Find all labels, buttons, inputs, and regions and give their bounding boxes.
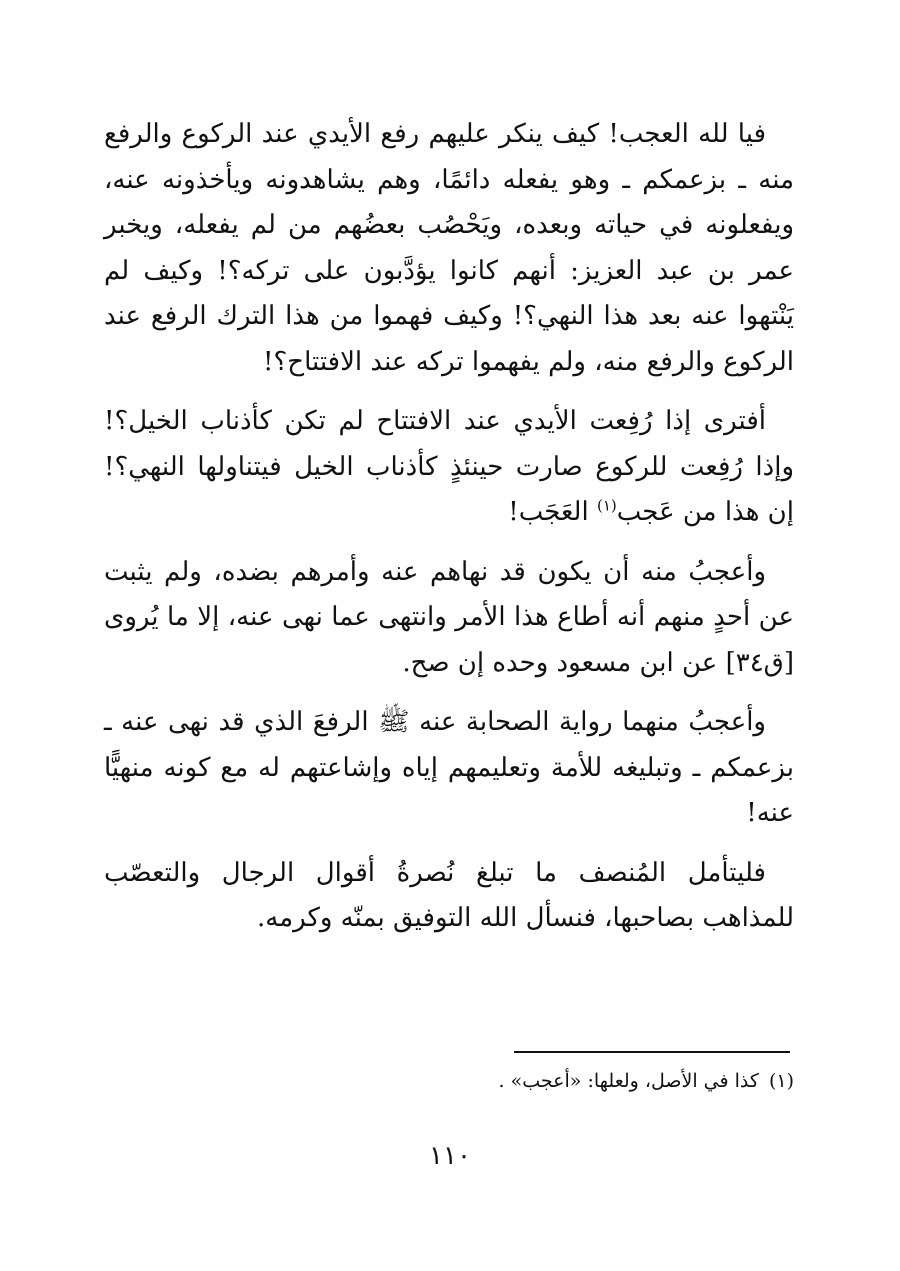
paragraph-2 — [104, 399, 794, 536]
footnote — [104, 1066, 794, 1096]
footnote-reference: (١) — [596, 496, 617, 515]
page-number: ١١٠ — [429, 1141, 471, 1171]
paragraph-2-text-after-note: العَجَب! — [508, 497, 597, 527]
paragraph-1: فيا لله العجب! كيف ينكر عليهم رفع الأيدي عند الركوع والرفع منه ـ بزعمكم ـ وهو يفعله دائمًا، وهم يشاهدونه ويأخذونه عنه، ويفعلونه في حياته وبعده، ويَحْصُب بعضُهم من لم يفعله، ويخبر عمر بن عبد العزيز: أنهم كانوا يؤدَّبون على تركه؟! وكيف لم يَنْتهوا عنه بعد هذا النهي؟! وكيف فهموا من هذا الترك الرفع عند الركوع والرفع منه، ولم يفهموا تركه عند الافتتاح؟! — [104, 119, 794, 377]
footnote-marker: (١) — [768, 1070, 794, 1092]
footnote-separator — [514, 1051, 790, 1053]
footnote-text: كذا في الأصل، ولعلها: «أعجب» . — [498, 1070, 759, 1092]
paragraph-2-text-before-note: أفترى إذا رُفِعت الأيدي عند الافتتاح لم تكن كأذناب الخيل؟! وإذا رُفِعت للركوع صارت حينئذٍ كأذناب الخيل فيتناولها النهي؟! إن هذا من عَجب — [104, 406, 794, 527]
paragraph-5: فليتأمل المُنصف ما تبلغ نُصرةُ أقوال الرجال والتعصّب للمذاهب بصاحبها، فنسأل الله التوفيق بمنّه وكرمه. — [104, 857, 794, 933]
paragraph-4: وأعجبُ منهما رواية الصحابة عنه ﷺ الرفعَ الذي قد نهى عنه ـ بزعمكم ـ وتبليغه للأمة وتعليمهم إياه وإشاعتهم له مع كونه منهيًّا عنه! — [104, 707, 794, 828]
paragraph-3: وأعجبُ منه أن يكون قد نهاهم عنه وأمرهم بضده، ولم يثبت عن أحدٍ منهم أنه أطاع هذا الأمر وانتهى عما نهى عنه، إلا ما يُروى [ق٣٤] عن ابن مسعود وحده إن صح. — [104, 556, 794, 678]
main-text — [104, 112, 794, 956]
